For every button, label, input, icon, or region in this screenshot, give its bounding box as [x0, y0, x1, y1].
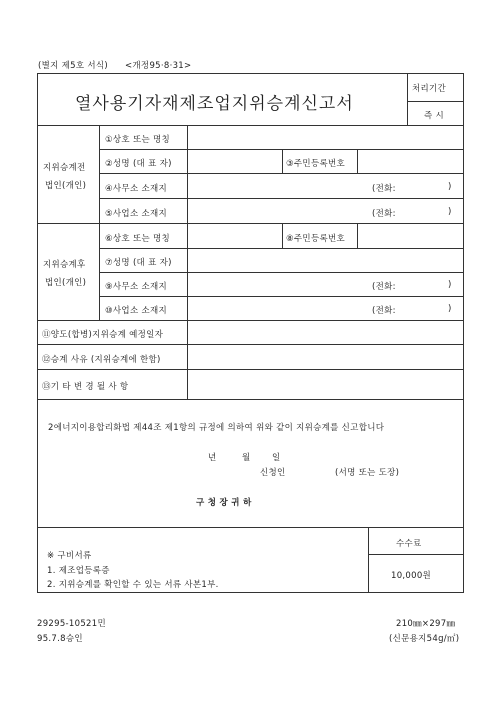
before-office-close: )	[448, 182, 452, 192]
date-month: 월	[242, 453, 251, 463]
before-office-label: ④사무소 소재지	[105, 184, 167, 194]
date-year: 년	[208, 453, 217, 463]
before-rep-label: ②성명 (대 표 자)	[105, 159, 172, 169]
approval-date: 95.7.8승인	[37, 634, 83, 644]
after-id-label: ⑧주민등록번호	[286, 234, 345, 244]
applicant-label: 신청인	[260, 468, 286, 478]
required-doc-1: 1. 제조업등록증	[47, 566, 110, 576]
paper-size: 210㎜×297㎜	[396, 619, 456, 629]
fee-value: 10,000원	[391, 571, 432, 581]
after-rep-label: ⑦성명 (대 표 자)	[105, 258, 172, 268]
signature-label: (서명 또는 도장)	[335, 468, 400, 478]
transfer-date-label: ⑪양도(합병)지위승계 예정일자	[42, 330, 164, 340]
revision-note: <개정95·8·31>	[125, 61, 192, 71]
paper-type: (신문용지54g/㎡)	[389, 634, 460, 644]
after-site-close: )	[448, 304, 452, 314]
form-id: (별지 제5호 서식)	[38, 61, 109, 71]
before-id-label: ③주민등록번호	[286, 159, 345, 169]
after-office-phone: (전화:	[372, 282, 396, 292]
after-site-phone: (전화:	[372, 306, 396, 316]
before-office-phone: (전화:	[372, 184, 396, 194]
addressee: 구 청 장 귀 하	[196, 498, 252, 508]
before-site-close: )	[448, 207, 452, 217]
page-title: 열사용기자재제조업지위승계신고서	[75, 94, 354, 114]
before-group-sublabel: 법인(개인)	[45, 181, 87, 191]
after-site-label: ⑩사업소 소재지	[105, 306, 167, 316]
before-site-phone: (전화:	[372, 209, 396, 219]
after-office-close: )	[448, 280, 452, 290]
required-doc-2: 2. 지위승계를 확인할 수 있는 서류 사본1부.	[47, 580, 219, 590]
processing-period-value: 즉 시	[424, 111, 445, 121]
before-site-label: ⑤사업소 소재지	[105, 209, 167, 219]
after-group-sublabel: 법인(개인)	[45, 278, 87, 288]
form-code: 29295-10521민	[37, 619, 106, 629]
fee-label: 수수료	[396, 539, 422, 549]
date-day: 일	[272, 453, 281, 463]
after-office-label: ⑨사무소 소재지	[105, 282, 167, 292]
before-group-label: 지위승계전	[43, 163, 86, 173]
required-docs-header: ※ 구비서류	[47, 551, 92, 561]
before-name-label: ①상호 또는 명칭	[105, 135, 170, 145]
declaration-text: 2에너지이용합리화법 제44조 제1항의 규정에 의하여 위와 같이 지위승계를 신고합니다	[48, 423, 385, 433]
other-changes-label: ⑬기 타 변 경 될 사 항	[42, 382, 129, 392]
after-group-label: 지위승계후	[43, 260, 86, 270]
after-name-label: ⑥상호 또는 명칭	[105, 234, 170, 244]
processing-period-label: 처리기간	[412, 84, 447, 94]
succession-reason-label: ⑫승계 사유 (지위승계에 한함)	[42, 355, 161, 365]
